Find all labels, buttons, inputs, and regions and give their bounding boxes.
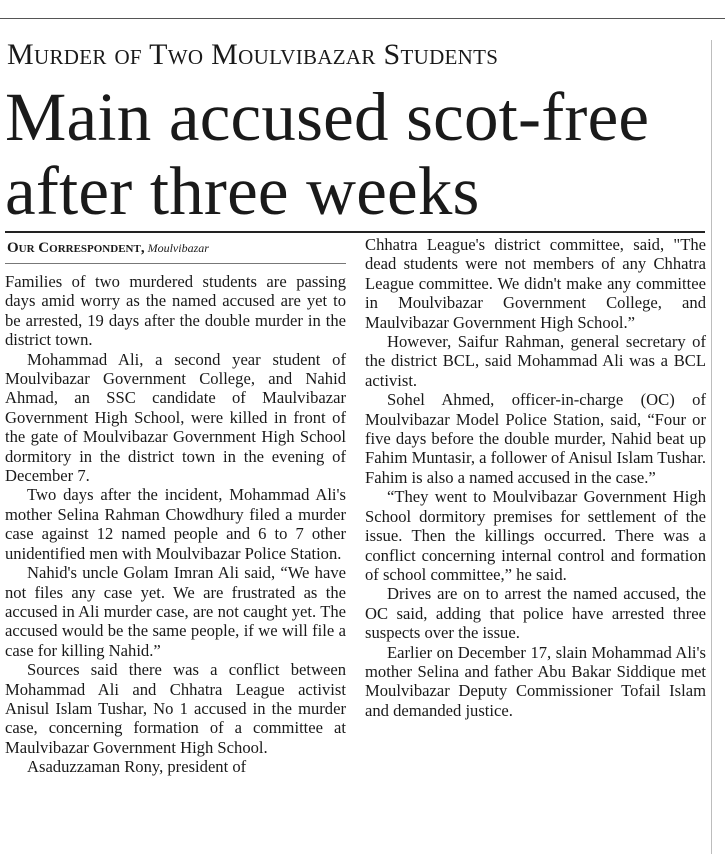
byline-place: Moulvibazar xyxy=(147,241,209,255)
paragraph: Asaduzzaman Rony, president of xyxy=(27,757,247,777)
byline xyxy=(7,239,342,258)
paragraph: Two days after the incident, Mohammad Ali's mother Selina Rahman Chowdhury filed a murder case against 12 named people and 6 to 7 other unidentified men with Moulvibazar Police Station. xyxy=(5,485,346,563)
paragraph: Sources said there was a conflict between Mohammad Ali and Chhatra League activist Anisul Islam Tushar, No 1 accused in the murder case, concerning formation of a committee at Maulvibazar Government High School. xyxy=(5,660,346,757)
headline-rule xyxy=(5,231,705,233)
paragraph: Nahid's uncle Golam Imran Ali said, “We have not files any case yet. We are frustrated as the accused in Ali murder case, are not caught yet. The accused would be the same people, if we will file a case for killing Nahid.” xyxy=(5,563,346,660)
paragraph: Chhatra League's district committee, said, "The dead students were not members of any Chhatra League committee. We didn't make any committee in Moulvibazar Government College, and Maulvibazar Government High School.” xyxy=(365,235,706,332)
byline-name: Our Correspondent, xyxy=(7,240,145,256)
top-rule xyxy=(0,18,725,19)
headline: Main accused scot-free after three weeks xyxy=(5,79,650,229)
paragraph: “They went to Moulvibazar Government High School dormitory premises for settlement of the issue. Then the killings occurred. There was a conflict concerning internal control and formation of school committee,” he said. xyxy=(365,487,706,584)
paragraph: Drives are on to arrest the named accused, the OC said, adding that police have arrested three suspects over the issue. xyxy=(365,584,706,643)
paragraph: Families of two murdered students are passing days amid worry as the named accused are yet to be arrested, 19 days after the double murder in the district town. xyxy=(5,272,346,350)
paragraph: Earlier on December 17, slain Mohammad Ali's mother Selina and father Abu Bakar Siddique met Moulvibazar Deputy Commissioner Tofail Islam and demanded justice. xyxy=(365,642,706,720)
kicker: Murder of Two Moulvibazar Students xyxy=(7,38,499,71)
right-column-rule xyxy=(711,40,712,854)
article-column-1 xyxy=(5,272,346,777)
paragraph: Sohel Ahmed, officer-in-charge (OC) of Moulvibazar Model Police Station, said, “Four or five days before the double murder, Nahid beat up Fahim Muntasir, a follower of Anisul Islam Tushar. Fahim is also a named accused in the case.” xyxy=(365,390,706,487)
article-column-2 xyxy=(365,235,706,720)
byline-rule xyxy=(5,263,346,264)
paragraph: However, Saifur Rahman, general secretary of the district BCL, said Mohammad Ali was a BCL activist. xyxy=(365,332,706,390)
paragraph: Mohammad Ali, a second year student of Moulvibazar Government College, and Nahid Ahmad, an SSC candidate of Maulvibazar Government High School, were killed in front of the gate of Moulvibazar Government High School dormitory in the district town in the evening of December 7. xyxy=(5,349,346,486)
